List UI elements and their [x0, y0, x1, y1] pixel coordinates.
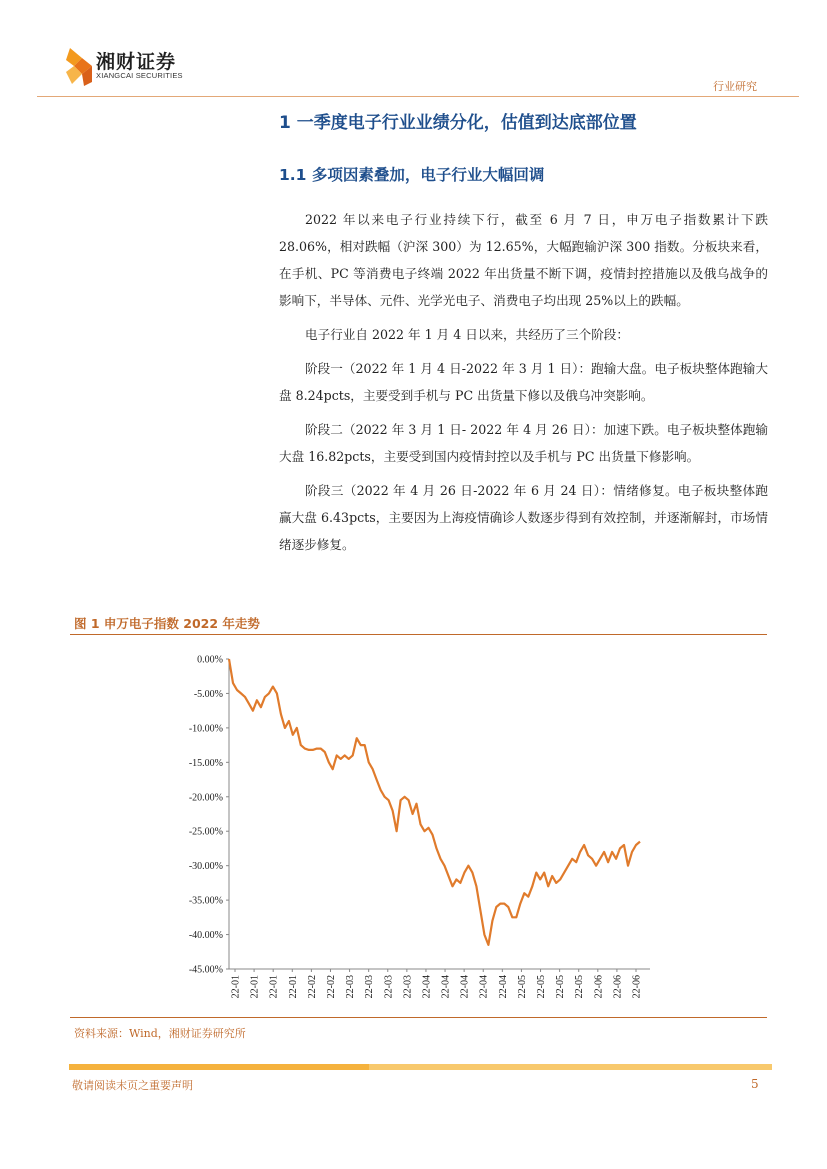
- paragraph: 2022 年以来电子行业持续下行，截至 6 月 7 日，申万电子指数累计下跌 28.06%，相对跌幅（沪深 300）为 12.65%，大幅跑输沪深 300 指数。分板块来看，在手机、PC 等消费电子终端 2022 年出货量不断下调，疫情封控措施以及俄乌战争的影响下，半导体、元件、光学光电子、消费电子均出现 25%以上的跌幅。: [279, 212, 768, 308]
- paragraph: 阶段三（2022 年 4 月 26 日-2022 年 6 月 24 日）：情绪修复。电子板块整体跑赢大盘 6.43pcts，主要因为上海疫情确诊人数逐步得到有效控制，并逐渐解封，市场情绪逐步修复。: [279, 483, 768, 552]
- paragraph: 电子行业自 2022 年 1 月 4 日以来，共经历了三个阶段：: [305, 327, 629, 342]
- paragraph: 阶段一（2022 年 1 月 4 日-2022 年 3 月 1 日）：跑输大盘。电子板块整体跑输大盘 8.24pcts，主要受到手机与 PC 出货量下修以及俄乌冲突影响。: [279, 361, 768, 403]
- x-tick-label: 22-01: [249, 975, 261, 999]
- body-text: [279, 206, 768, 565]
- y-tick-label: -20.00%: [188, 792, 223, 804]
- header-divider: [37, 96, 799, 97]
- y-tick-label: -30.00%: [188, 861, 223, 873]
- x-tick-label: 22-05: [536, 975, 548, 999]
- section-label: 行业研究: [713, 80, 757, 93]
- x-tick-label: 22-06: [631, 975, 643, 999]
- x-tick-label: 22-03: [345, 975, 357, 999]
- x-tick-label: 22-04: [421, 975, 433, 999]
- footer-decorative-bar: [69, 1064, 772, 1070]
- x-tick-label: 22-03: [364, 975, 376, 999]
- x-tick-label: 22-04: [497, 975, 509, 999]
- x-tick-label: 22-05: [574, 975, 586, 999]
- x-tick-label: 22-03: [402, 975, 414, 999]
- x-tick-label: 22-06: [612, 975, 624, 999]
- x-tick-label: 22-05: [555, 975, 567, 999]
- x-tick-label: 22-05: [516, 975, 528, 999]
- figure-top-rule: [70, 634, 767, 635]
- y-tick-label: -15.00%: [188, 757, 223, 769]
- subsection-heading: 1.1 多项因素叠加，电子行业大幅回调: [279, 166, 545, 184]
- x-tick-label: 22-02: [306, 975, 318, 999]
- page-number: 5: [751, 1077, 759, 1091]
- x-tick-label: 22-01: [287, 975, 299, 999]
- y-tick-label: -25.00%: [188, 826, 223, 838]
- series-group: [229, 659, 640, 945]
- x-tick-label: 22-03: [383, 975, 395, 999]
- y-axis: [189, 655, 229, 976]
- logo-chinese-name: 湘财证券: [96, 51, 177, 73]
- figure-bottom-rule: [70, 1017, 767, 1018]
- y-tick-label: -45.00%: [188, 964, 223, 976]
- y-tick-label: -35.00%: [188, 895, 223, 907]
- footer-disclaimer: 敬请阅读末页之重要声明: [72, 1079, 193, 1092]
- paragraph: 阶段二（2022 年 3 月 1 日- 2022 年 4 月 26 日）：加速下跌。电子板块整体跑输大盘 16.82pcts，主要受到国内疫情封控以及手机与 PC 出货量下修影响。: [279, 422, 768, 464]
- y-tick-label: -10.00%: [188, 723, 223, 735]
- x-tick-label: 22-04: [459, 975, 471, 999]
- x-axis: [229, 969, 650, 998]
- y-tick-label: -5.00%: [193, 688, 223, 700]
- y-tick-label: 0.00%: [197, 654, 223, 666]
- x-tick-label: 22-06: [593, 975, 605, 999]
- x-tick-label: 22-04: [440, 975, 452, 999]
- x-tick-label: 22-01: [230, 975, 242, 999]
- section-heading: 1 一季度电子行业业绩分化，估值到达底部位置: [279, 113, 637, 133]
- x-tick-label: 22-02: [325, 975, 337, 999]
- x-tick-label: 22-04: [478, 975, 490, 999]
- logo-english-name: XIANGCAI SECURITIES: [96, 71, 183, 80]
- y-tick-label: -40.00%: [188, 930, 223, 942]
- figure-title: 图 1 申万电子指数 2022 年走势: [74, 616, 260, 631]
- figure-source: 资料来源：Wind，湘财证券研究所: [74, 1027, 246, 1040]
- series-line: [229, 659, 640, 945]
- line-chart: [150, 640, 670, 1012]
- x-tick-label: 22-01: [268, 975, 280, 999]
